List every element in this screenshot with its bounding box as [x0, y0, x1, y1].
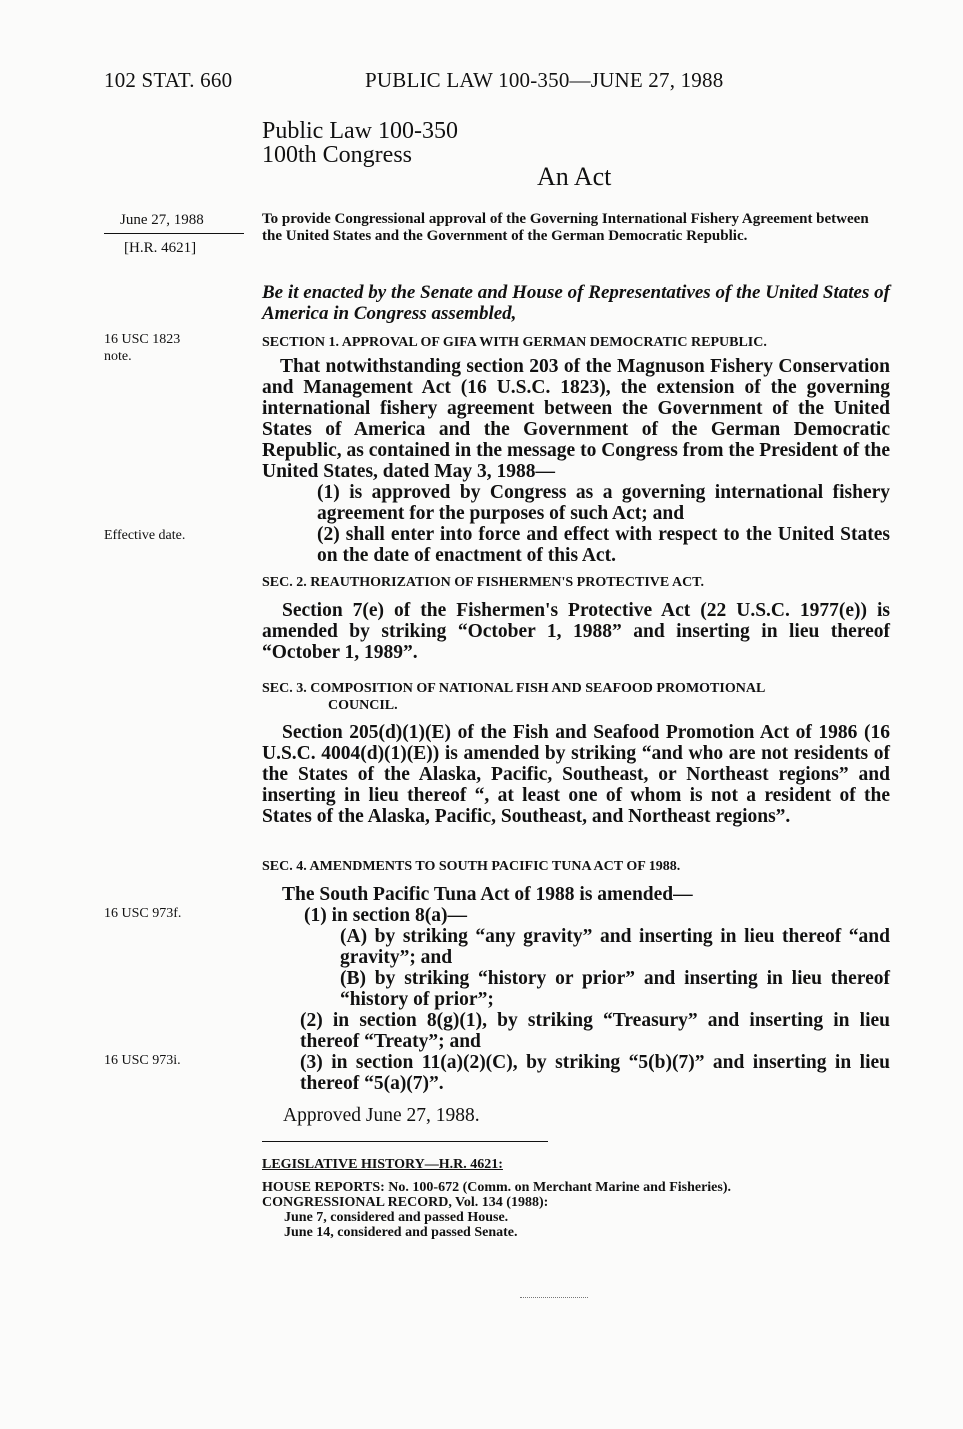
- history-rule: [262, 1141, 548, 1142]
- legislative-history-heading: LEGISLATIVE HISTORY—H.R. 4621:: [262, 1157, 503, 1172]
- section-4-item-3: (3) in section 11(a)(2)(C), by striking “5(b)(7)” and inserting in lieu thereof “5(a)(7)”.: [300, 1052, 890, 1094]
- section-4-body: [262, 884, 890, 1094]
- running-header: PUBLIC LAW 100-350—JUNE 27, 1988: [365, 68, 724, 92]
- section-4-item-2: (2) in section 8(g)(1), by striking “Treasury” and inserting in lieu thereof “Treaty”; and: [300, 1010, 890, 1052]
- section-1-heading: SECTION 1. APPROVAL OF GIFA WITH GERMAN DEMOCRATIC REPUBLIC.: [262, 335, 767, 350]
- margin-date: June 27, 1988: [120, 212, 204, 228]
- section-4-intro: The South Pacific Tuna Act of 1988 is amended—: [282, 884, 693, 905]
- section-1-item-1: (1) is approved by Congress as a governing international fishery agreement for the purposes of such Act; and: [317, 482, 890, 524]
- page-citation: 102 STAT. 660: [104, 68, 233, 92]
- history-june-14: June 14, considered and passed Senate.: [284, 1225, 518, 1240]
- margin-effective-date: Effective date.: [104, 528, 186, 543]
- congress-title: 100th Congress: [262, 142, 412, 168]
- section-4-heading: SEC. 4. AMENDMENTS TO SOUTH PACIFIC TUNA ACT OF 1988.: [262, 859, 681, 874]
- section-3-heading-line1: SEC. 3. COMPOSITION OF NATIONAL FISH AND SEAFOOD PROMOTIONAL: [262, 681, 766, 696]
- margin-usc-1823: 16 USC 1823: [104, 332, 181, 347]
- approval-date: Approved June 27, 1988.: [283, 1105, 480, 1126]
- enacting-clause: Be it enacted by the Senate and House of Representatives of the United States of America in Congress assembled,: [262, 282, 890, 324]
- section-1-item-2: (2) shall enter into force and effect with respect to the United States on the date of enactment of this Act.: [317, 524, 890, 566]
- section-3-text: Section 205(d)(1)(E) of the Fish and Seafood Promotion Act of 1986 (16 U.S.C. 4004(d)(1)(E)) is amended by striking “and who are not residents of the States of the Alaska, Pacific, Southeast, or Northeast regions” and inserting in lieu thereof “, at least one of whom is not a resident of the States of the Alaska, Pacific, Southeast, and Northeast regions”.: [262, 722, 890, 827]
- section-1-body: [262, 356, 890, 566]
- section-1-text: That notwithstanding section 203 of the Magnuson Fishery Conservation and Management Act (16 U.S.C. 1823), the extension of the governing international fishery agreement between the Government of the United States of America and the Government of the German Democratic Republic, as contained in the message to Congress from the President of the United States, dated May 3, 1988—: [262, 356, 890, 482]
- section-2-text: Section 7(e) of the Fishermen's Protective Act (22 U.S.C. 1977(e)) is amended by striking “October 1, 1988” and inserting in lieu thereof “October 1, 1989”.: [262, 600, 890, 663]
- purpose-clause: To provide Congressional approval of the Governing International Fishery Agreement between the United States and the Government of the German Democratic Republic.: [262, 211, 869, 244]
- margin-note-label: note.: [104, 349, 132, 364]
- congressional-record: CONGRESSIONAL RECORD, Vol. 134 (1988):: [262, 1195, 549, 1210]
- scan-artifact-mark: [520, 1297, 588, 1298]
- section-2-heading: SEC. 2. REAUTHORIZATION OF FISHERMEN'S PROTECTIVE ACT.: [262, 575, 704, 590]
- public-law-title: Public Law 100-350: [262, 118, 458, 144]
- house-reports: HOUSE REPORTS: No. 100-672 (Comm. on Merchant Marine and Fisheries).: [262, 1180, 732, 1195]
- history-june-7: June 7, considered and passed House.: [284, 1210, 509, 1225]
- margin-usc-973f: 16 USC 973f.: [104, 906, 182, 921]
- act-title: An Act: [537, 162, 612, 191]
- margin-divider: [104, 233, 244, 234]
- margin-bill-number: [H.R. 4621]: [124, 240, 197, 256]
- section-4-item-1b: (B) by striking “history or prior” and inserting in lieu thereof “history of prior”;: [340, 968, 890, 1010]
- section-4-item-1: (1) in section 8(a)—: [304, 905, 468, 926]
- margin-usc-973i: 16 USC 973i.: [104, 1053, 181, 1068]
- section-3-heading: [262, 680, 892, 714]
- section-3-heading-line2: COUNCIL.: [328, 698, 398, 713]
- section-4-item-1a: (A) by striking “any gravity” and inserting in lieu thereof “and gravity”; and: [340, 926, 890, 968]
